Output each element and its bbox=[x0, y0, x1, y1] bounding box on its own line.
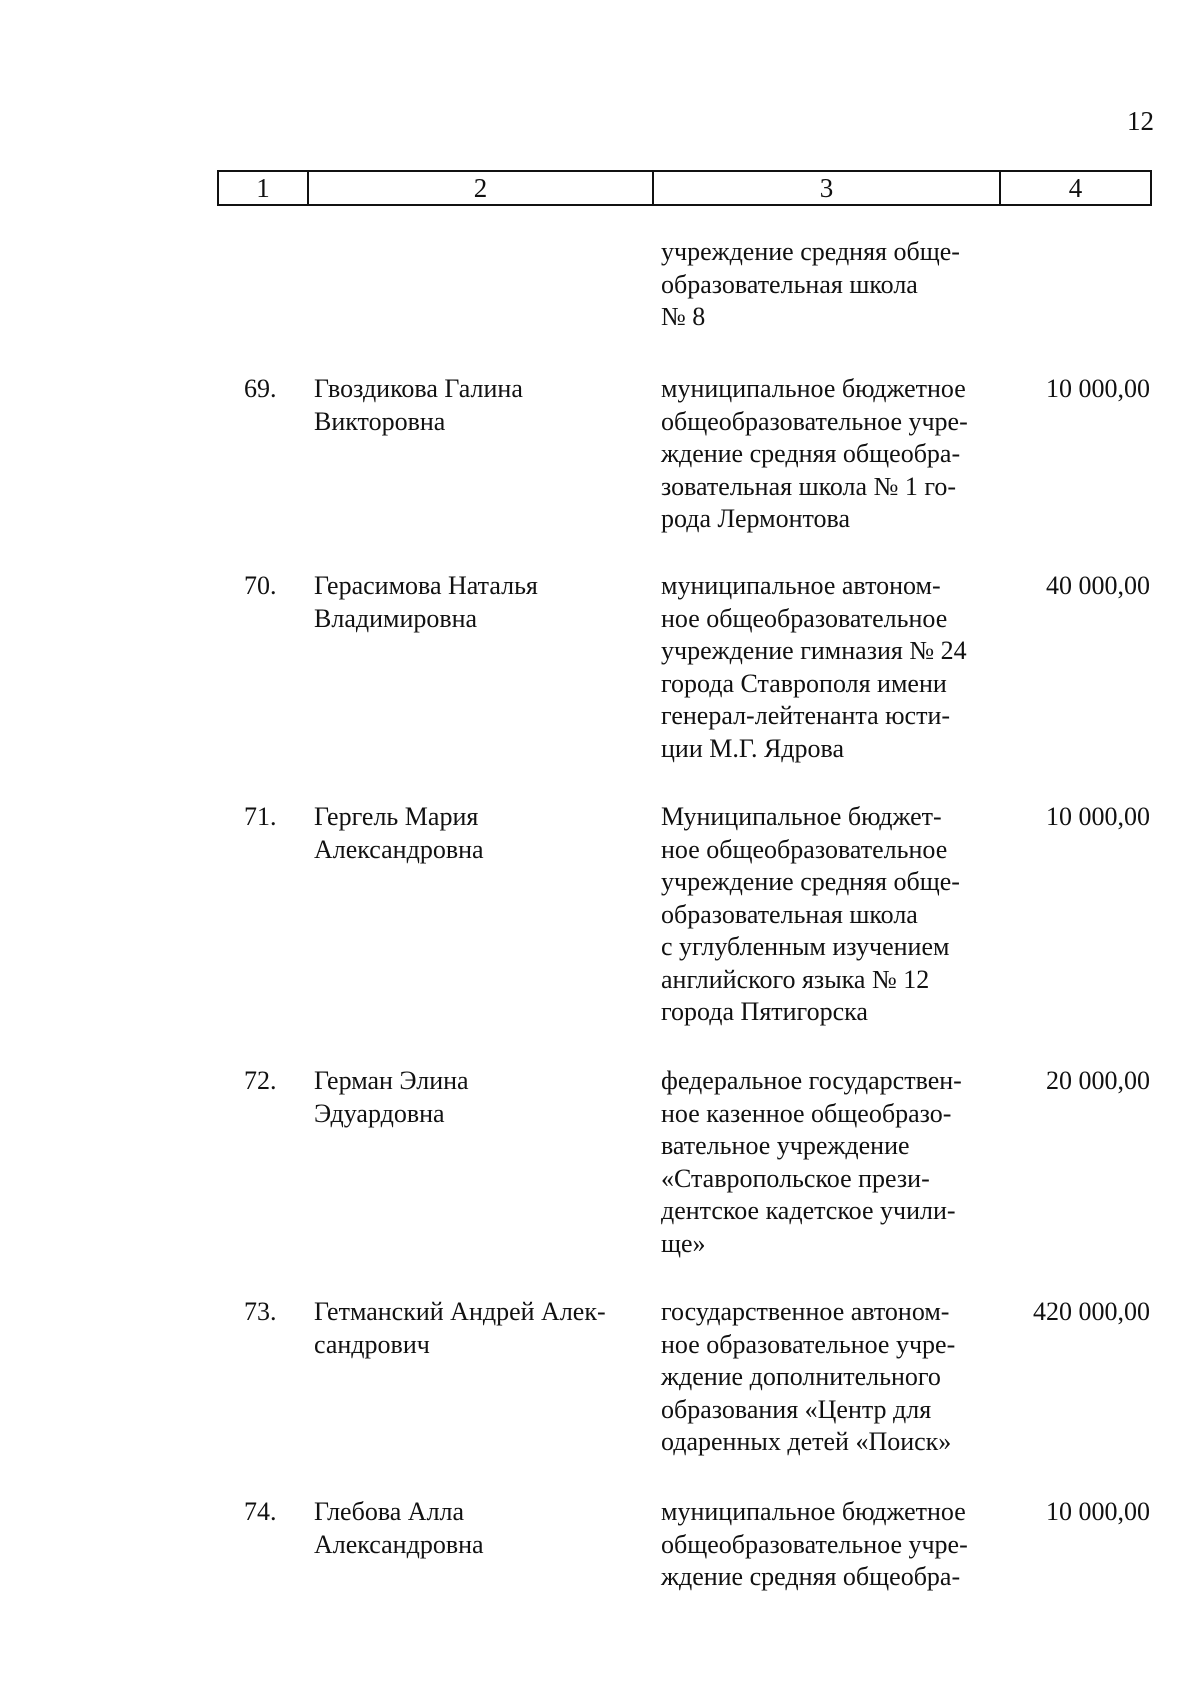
institution-name bbox=[661, 801, 1001, 1029]
text-line: Гетманский Андрей Алек- bbox=[314, 1297, 606, 1326]
person-name bbox=[314, 1496, 644, 1561]
row-number: 71. bbox=[244, 802, 277, 831]
institution-name bbox=[661, 1065, 1001, 1260]
column-header-3: 3 bbox=[652, 172, 999, 204]
row-number: 69. bbox=[244, 374, 277, 403]
text-line: Герасимова Наталья bbox=[314, 571, 538, 600]
text-line: Владимировна bbox=[314, 603, 478, 633]
text-line: муниципальное бюджетное bbox=[661, 1497, 966, 1526]
text-line: рода Лермонтова bbox=[661, 504, 850, 533]
amount: 10 000,00 bbox=[1046, 802, 1150, 831]
text-line: ще» bbox=[661, 1228, 706, 1258]
text-line: генерал-лейтенанта юсти- bbox=[661, 701, 951, 730]
text-line: образовательная школа bbox=[661, 269, 918, 299]
text-line: федеральное государствен- bbox=[661, 1066, 962, 1095]
text-line: общеобразовательное учре- bbox=[661, 406, 968, 436]
row-number: 74. bbox=[244, 1497, 277, 1526]
text-line: ное казенное общеобразо- bbox=[661, 1098, 952, 1128]
text-line: ждение средняя общеобра- bbox=[661, 439, 961, 468]
text-line: учреждение средняя обще- bbox=[661, 867, 960, 896]
text-line: ное общеобразовательное bbox=[661, 834, 948, 864]
text-line: образовательная школа bbox=[661, 899, 918, 929]
text-line: Герман Элина bbox=[314, 1066, 469, 1095]
text-line: «Ставропольское прези- bbox=[661, 1163, 930, 1193]
column-header-2: 2 bbox=[307, 172, 652, 204]
text-line: муниципальное бюджетное bbox=[661, 374, 966, 403]
text-line: зовательная школа № 1 го- bbox=[661, 471, 957, 501]
institution-name bbox=[661, 373, 1001, 536]
text-line: № 8 bbox=[661, 302, 706, 331]
amount: 20 000,00 bbox=[1046, 1066, 1150, 1095]
text-line: одаренных детей «Поиск» bbox=[661, 1427, 952, 1456]
amount: 420 000,00 bbox=[1033, 1297, 1150, 1326]
row-number: 72. bbox=[244, 1066, 277, 1095]
row-number: 73. bbox=[244, 1297, 277, 1326]
person-name bbox=[314, 1065, 644, 1130]
text-line: государственное автоном- bbox=[661, 1297, 950, 1326]
text-line: образования «Центр для bbox=[661, 1394, 932, 1424]
text-line: с углубленным изучением bbox=[661, 932, 950, 961]
text-line: общеобразовательное учре- bbox=[661, 1529, 968, 1559]
row-number: 70. bbox=[244, 571, 277, 600]
text-line: Александровна bbox=[314, 1529, 484, 1559]
text-line: Гергель Мария bbox=[314, 802, 479, 831]
text-line: учреждение средняя обще- bbox=[661, 237, 960, 266]
person-name bbox=[314, 373, 644, 438]
continued-institution-text bbox=[661, 236, 1001, 334]
page-number: 12 bbox=[1127, 106, 1154, 136]
text-line: Глебова Алла bbox=[314, 1497, 465, 1526]
text-line: ции М.Г. Ядрова bbox=[661, 733, 845, 763]
text-line: Муниципальное бюджет- bbox=[661, 802, 942, 831]
text-line: ное общеобразовательное bbox=[661, 603, 948, 633]
text-line: ждение дополнительного bbox=[661, 1362, 941, 1391]
person-name bbox=[314, 570, 644, 635]
institution-name bbox=[661, 1496, 1001, 1594]
amount: 10 000,00 bbox=[1046, 374, 1150, 403]
text-line: ждение средняя общеобра- bbox=[661, 1562, 961, 1591]
institution-name bbox=[661, 1296, 1001, 1459]
text-line: английского языка № 12 bbox=[661, 964, 930, 994]
person-name bbox=[314, 801, 644, 866]
text-line: Викторовна bbox=[314, 406, 446, 436]
text-line: вательное учреждение bbox=[661, 1131, 910, 1160]
column-header-1: 1 bbox=[256, 172, 270, 203]
text-line: Гвоздикова Галина bbox=[314, 374, 523, 403]
text-line: сандрович bbox=[314, 1329, 430, 1359]
column-header-4: 4 bbox=[999, 172, 1150, 204]
person-name bbox=[314, 1296, 644, 1361]
amount: 10 000,00 bbox=[1046, 1497, 1150, 1526]
text-line: муниципальное автоном- bbox=[661, 571, 941, 600]
text-line: учреждение гимназия № 24 bbox=[661, 636, 967, 665]
text-line: города Ставрополя имени bbox=[661, 668, 947, 698]
text-line: дентское кадетское учили- bbox=[661, 1196, 956, 1225]
column-header-table bbox=[217, 170, 1152, 206]
text-line: города Пятигорска bbox=[661, 997, 868, 1026]
institution-name bbox=[661, 570, 1001, 765]
text-line: Александровна bbox=[314, 834, 484, 864]
text-line: Эдуардовна bbox=[314, 1098, 445, 1128]
amount: 40 000,00 bbox=[1046, 571, 1150, 600]
text-line: ное образовательное учре- bbox=[661, 1329, 956, 1359]
